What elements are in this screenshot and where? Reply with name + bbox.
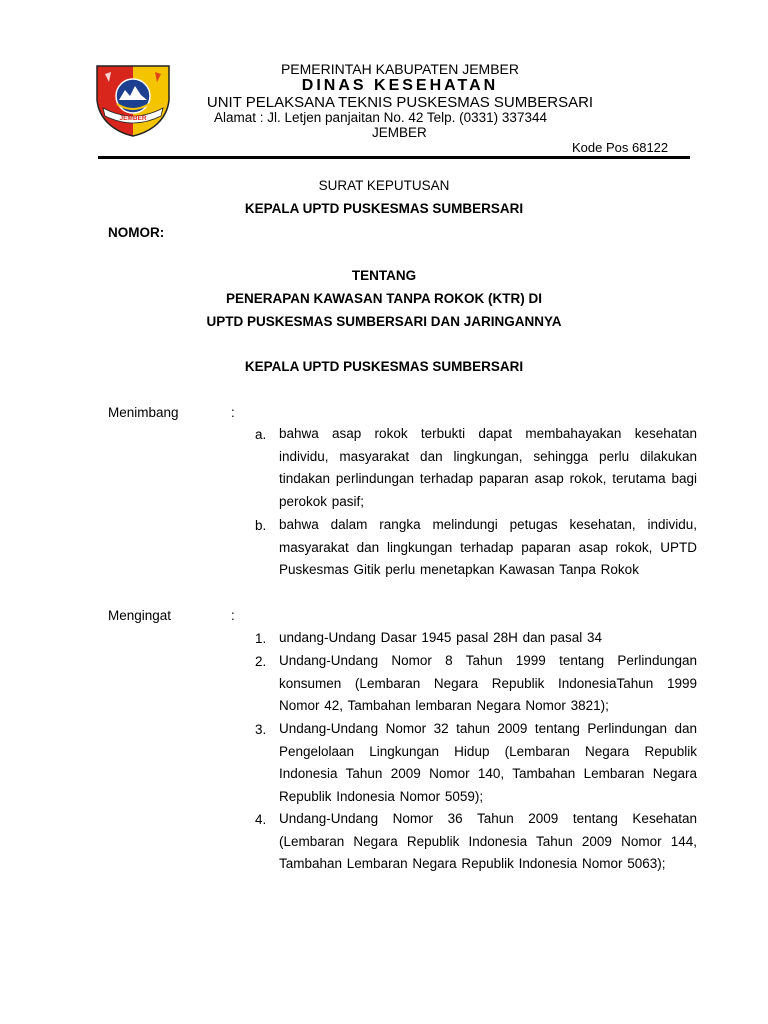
government-name: PEMERINTAH KABUPATEN JEMBER (280, 61, 520, 77)
legal-basis-marker: 2. (255, 654, 267, 669)
menimbang-colon: : (231, 405, 235, 420)
consideration-text: bahwa asap rokok terbukti dapat membahayakan kesehatan individu, masyarakat dan lingkungan, sehingga perlu dilakukan tindakan perlindungan terhadap paparan asap rokok, terutama bagi perokok pasif; (279, 426, 697, 510)
menimbang-label: Menimbang (108, 405, 179, 420)
svg-text:JEMBER: JEMBER (119, 115, 147, 122)
agency-name: DINAS KESEHATAN (301, 77, 499, 94)
letterhead-rule (98, 156, 690, 159)
mengingat-label: Mengingat (108, 608, 172, 623)
unit-name: UNIT PELAKSANA TEKNIS PUSKESMAS SUMBERSARI (206, 94, 594, 111)
legal-basis-text: Undang-Undang Nomor 36 Tahun 2009 tentang Kesehatan (Lembaran Negara Republik Indonesia Tahun 2009 Nomor 144, Tambahan Lembaran Negara Republik Indonesia Nomor 5063); (279, 811, 697, 872)
subject-line-2: UPTD PUSKESMAS SUMBERSARI DAN JARINGANNYA (206, 314, 562, 329)
mengingat-colon: : (231, 608, 235, 623)
legal-basis-marker: 4. (255, 812, 267, 827)
legal-basis-marker: 3. (255, 722, 267, 737)
document-title: SURAT KEPUTUSAN (318, 178, 450, 193)
address: Alamat : Jl. Letjen panjaitan No. 42 Telp. (0331) 337344 (214, 110, 547, 125)
number-label: NOMOR: (108, 225, 165, 240)
consideration-marker: a. (255, 427, 267, 442)
legal-basis-text: undang-Undang Dasar 1945 pasal 28H dan pasal 34 (279, 630, 602, 645)
legal-basis-text: Undang-Undang Nomor 8 Tahun 1999 tentang Perlindungan konsumen (Lembaran Negara Republik IndonesiaTahun 1999 Nomor 42, Tambahan lembaran Negara Nomor 3821); (279, 653, 697, 714)
subject-about: TENTANG (351, 268, 417, 283)
legal-basis-text: Undang-Undang Nomor 32 tahun 2009 tentang Perlindungan dan Pengelolaan Lingkungan Hidup (Lembaran Negara Republik Indonesia Tahun 2009 Nomor 140, Tambahan Lembaran Negara Republik Indonesia Nomor 5059); (279, 721, 697, 805)
issuer: KEPALA UPTD PUSKESMAS SUMBERSARI (244, 201, 524, 216)
legal-basis-marker: 1. (255, 631, 267, 646)
consideration-text: bahwa dalam rangka melindungi petugas kesehatan, individu, masyarakat dan lingkungan terhadap paparan asap rokok, UPTD Puskesmas Gitik perlu menetapkan Kawasan Tanpa Rokok (279, 517, 697, 578)
city: JEMBER (372, 125, 427, 140)
postal-code: Kode Pos 68122 (572, 140, 669, 155)
subject-line-1: PENERAPAN KAWASAN TANPA ROKOK (KTR) DI (226, 291, 542, 306)
official-title: KEPALA UPTD PUSKESMAS SUMBERSARI (244, 359, 524, 374)
consideration-marker: b. (255, 518, 267, 533)
